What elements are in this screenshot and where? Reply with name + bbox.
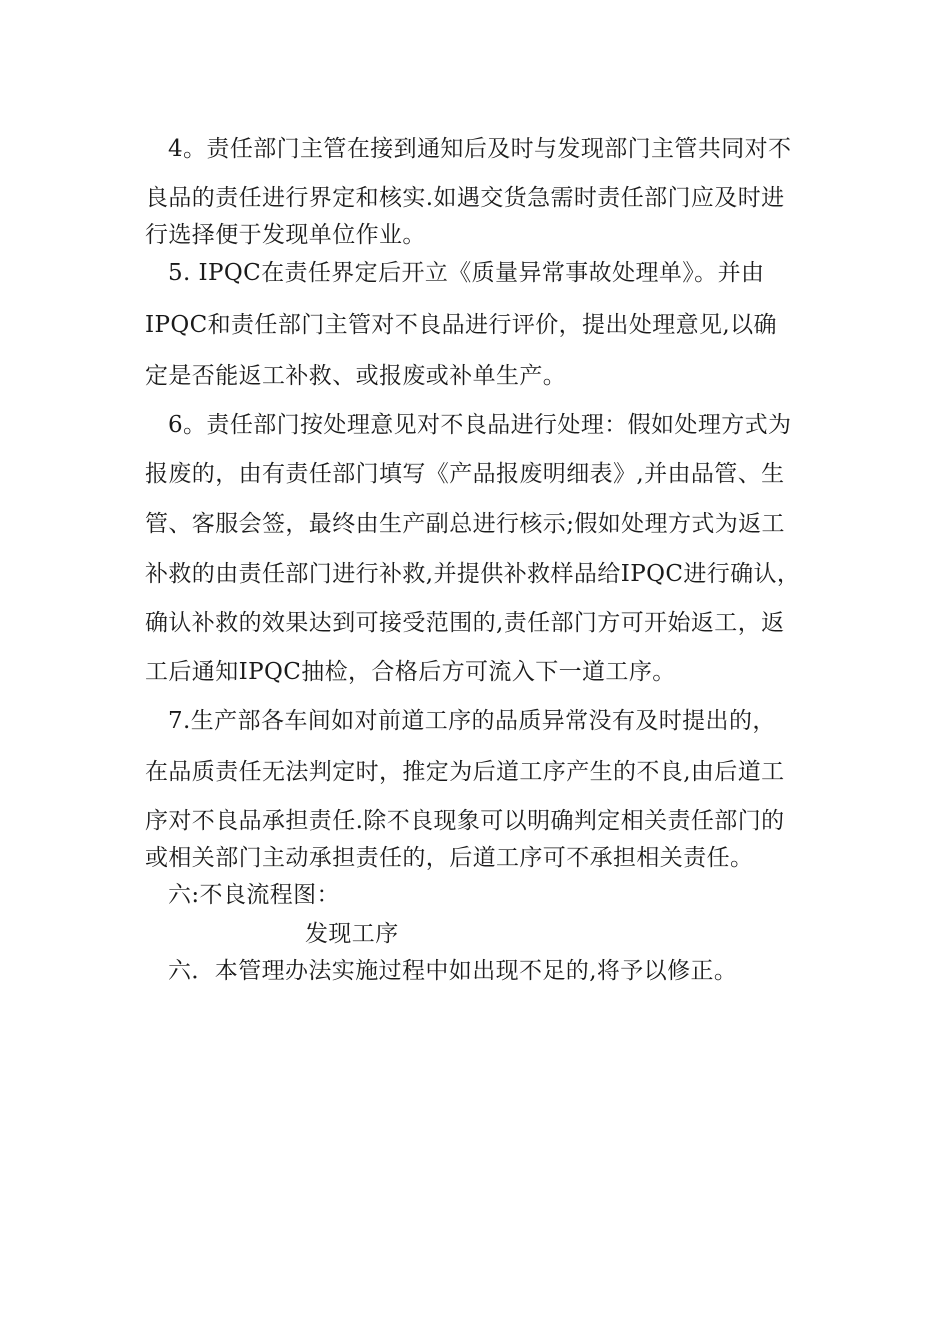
closing-clause: 六．本管理办法实施过程中如出现不足的,将予以修正。 xyxy=(168,958,738,984)
paragraph-6-line-2: 报废的，由有责任部门填写《产品报废明细表》,并由品管、生 xyxy=(145,461,785,487)
paragraph-7-line-4: 或相关部门主动承担责任的，后道工序可不承担相关责任。 xyxy=(145,845,754,871)
paragraph-7-line-1: 7.生产部各车间如对前道工序的品质异常没有及时提出的， xyxy=(168,708,776,734)
paragraph-5-line-1: 5. IPQC在责任界定后开立《质量异常事故处理单》。并由 xyxy=(168,260,765,286)
paragraph-6-line-4: 补救的由责任部门进行补救,并提供补救样品给IPQC进行确认， xyxy=(145,561,801,587)
paragraph-4-line-2: 良品的责任进行界定和核实.如遇交货急需时责任部门应及时进 xyxy=(145,185,785,211)
paragraph-4-line-1: 4。责任部门主管在接到通知后及时与发现部门主管共同对不 xyxy=(168,136,792,162)
paragraph-6-line-6: 工后通知IPQC抽检，合格后方可流入下一道工序。 xyxy=(145,659,676,685)
flowchart-node-label: 发现工序 xyxy=(305,921,399,947)
paragraph-6-line-1: 6。责任部门按处理意见对不良品进行处理：假如处理方式为 xyxy=(168,412,792,438)
paragraph-6-line-5: 确认补救的效果达到可接受范围的,责任部门方可开始返工，返 xyxy=(145,610,785,636)
paragraph-7-line-3: 序对不良品承担责任.除不良现象可以明确判定相关责任部门的 xyxy=(145,808,785,834)
paragraph-5-line-2: IPQC和责任部门主管对不良品进行评价，提出处理意见,以确 xyxy=(145,312,777,338)
paragraph-4-line-3: 行选择便于发现单位作业。 xyxy=(145,222,426,248)
paragraph-5-line-3: 定是否能返工补救、或报废或补单生产。 xyxy=(145,363,567,389)
paragraph-6-line-3: 管、客服会签，最终由生产副总进行核示;假如处理方式为返工 xyxy=(145,511,785,537)
paragraph-7-line-2: 在品质责任无法判定时，推定为后道工序产生的不良,由后道工 xyxy=(145,759,785,785)
flowchart-heading: 六:不良流程图： xyxy=(168,882,340,908)
